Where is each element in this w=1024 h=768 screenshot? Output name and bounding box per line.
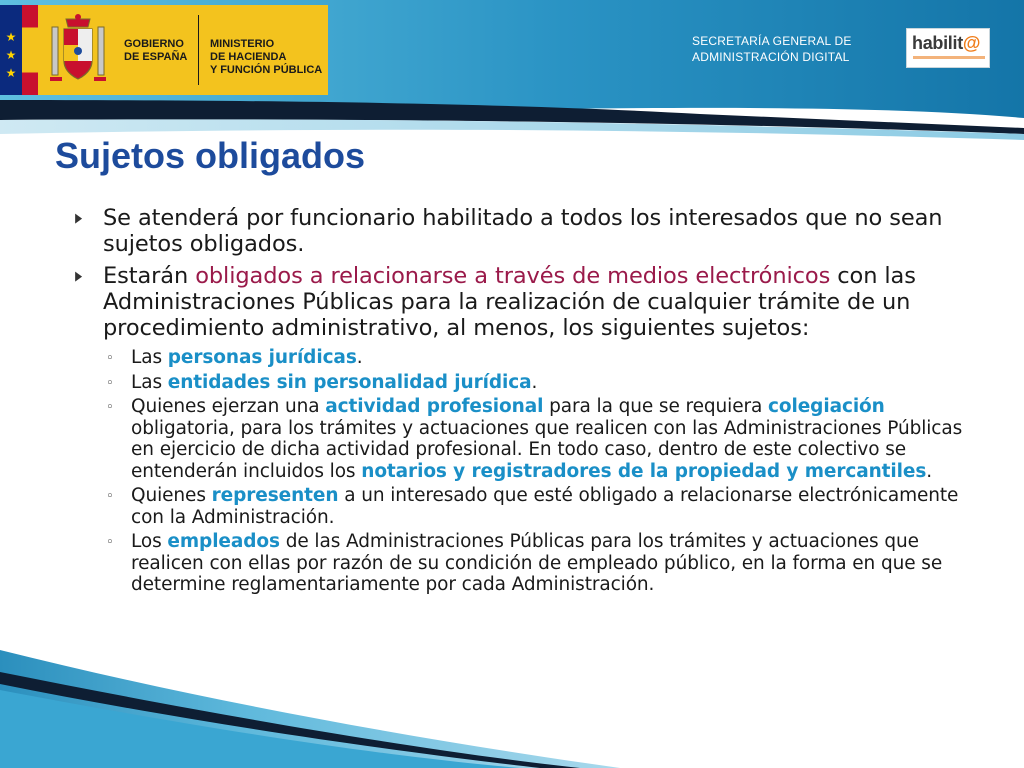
bullet-text: Los	[131, 531, 168, 552]
circle-bullet-icon: ◦	[106, 489, 114, 504]
habilita-tagline	[913, 56, 985, 59]
circle-bullet-icon: ◦	[106, 400, 114, 415]
bullet-text: Se atenderá por funcionario habilitado a todos los interesados que no sean sujetos obligados.	[103, 205, 943, 257]
highlighted-text: empleados	[167, 531, 280, 552]
triangle-bullet-icon: ▶	[75, 269, 83, 284]
eu-flag	[0, 5, 22, 95]
bullet-text: de las Administraciones Públicas para los trámites y actuaciones que realicen con ellas por razón de su condición de empleado público, en la forma en que se determine reglamentariamente por cada Administración.	[131, 531, 943, 595]
bullet-item	[70, 205, 970, 257]
bullet-text: con las Administraciones Públicas para la realización de cualquier trámite de un procedimiento administrativo, al menos, los siguientes sujetos:	[103, 263, 916, 341]
bullet-item	[70, 263, 970, 341]
habilita-wordmark: habilit@	[912, 33, 981, 53]
bullet-text: Las	[131, 371, 168, 393]
bullet-text: .	[531, 371, 538, 393]
sub-bullet-item	[70, 372, 970, 394]
habilita-logo	[906, 28, 990, 68]
highlighted-text: representen	[211, 485, 339, 506]
highlighted-text: notarios y registradores de la propiedad y mercantiles	[361, 460, 927, 482]
triangle-bullet-icon: ▶	[75, 211, 83, 226]
highlighted-text: personas jurídicas	[167, 347, 357, 368]
ministerio-label: MINISTERIO DE HACIENDA Y FUNCIÓN PÚBLICA	[210, 38, 323, 76]
bullet-text: obligatoria, para los trámites y actuaciones que realicen con las Administraciones Públicas en ejercicio de dicha actividad profesional. En todo caso, dentro de este colectivo se entenderán incluidos los	[131, 417, 963, 482]
government-logo	[0, 5, 328, 95]
secretaria-label: SECRETARÍA GENERAL DE ADMINISTRACIÓN DIGITAL	[692, 34, 852, 64]
highlighted-text: actividad profesional	[325, 396, 544, 417]
footer-background	[0, 620, 1024, 768]
coat-of-arms-icon	[48, 11, 108, 89]
circle-bullet-icon: ◦	[106, 535, 114, 550]
bullet-text: Quienes ejerzan una	[131, 396, 326, 417]
slide-title: Sujetos obligados	[55, 135, 366, 176]
star-icon: ★	[5, 66, 17, 80]
circle-bullet-icon: ◦	[106, 375, 114, 391]
bullet-text: Quienes	[131, 485, 212, 506]
highlighted-text: obligados a relacionarse a través de medios electrónicos	[195, 263, 831, 289]
star-icon: ★	[5, 30, 17, 44]
sub-bullet-item	[70, 485, 970, 528]
sub-bullet-item	[70, 396, 970, 482]
star-icon: ★	[5, 48, 17, 62]
highlighted-text: entidades sin personalidad jurídica	[167, 371, 532, 393]
sub-bullet-item	[70, 531, 970, 596]
logo-divider	[198, 15, 199, 85]
circle-bullet-icon: ◦	[106, 351, 114, 366]
bullet-text: .	[926, 460, 933, 482]
sub-bullet-item	[70, 347, 970, 369]
slide-content	[70, 205, 970, 599]
highlighted-text: colegiación	[768, 396, 885, 417]
bullet-text: para la que se requiera	[543, 396, 769, 417]
bullet-text: a un interesado que esté obligado a relacionarse electrónicamente con la Administración.	[131, 485, 959, 528]
bullet-text: Las	[131, 347, 168, 368]
spain-flag	[22, 5, 38, 95]
bullet-text: .	[356, 347, 363, 368]
bullet-text: Estarán	[103, 263, 196, 289]
gobierno-label: GOBIERNO DE ESPAÑA	[124, 38, 188, 63]
